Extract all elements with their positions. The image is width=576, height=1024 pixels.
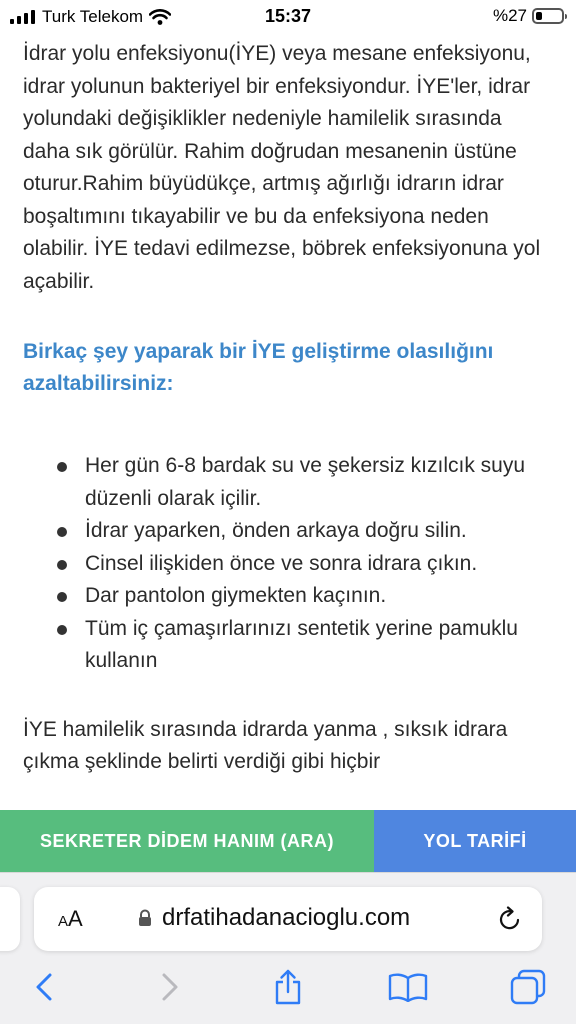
list-item: Cinsel ilişkiden önce ve sonra idrara çıkın.	[61, 548, 553, 581]
back-icon	[34, 972, 54, 1002]
reader-settings-button[interactable]	[58, 906, 83, 932]
browser-nav-row	[0, 965, 576, 1015]
share-icon	[273, 969, 303, 1005]
reload-button[interactable]	[498, 905, 522, 936]
list-item: Dar pantolon giymekten kaçının.	[61, 580, 553, 613]
intro-paragraph: İdrar yolu enfeksiyonu(İYE) veya mesane enfeksiyonu, idrar yolunun bakteriyel bir enfeksiyondur. İYE'ler, idrar yolundaki değişiklikler nedeniyle hamilelik sırasında daha sık görülür. Rahim doğrudan mesanenin üstüne oturur.Rahim büyüdükçe, artmış ağırlığı idrarın idrar boşaltımını tıkayabilir ve bu da enfeksiyona neden olabilir. İYE tedavi edilmezse, böbrek enfeksiyonuna yol açabilir.	[23, 42, 541, 293]
list-item: İdrar yaparken, önden arkaya doğru silin.	[61, 515, 553, 548]
tabs-icon	[510, 969, 546, 1005]
bookmarks-button[interactable]	[386, 965, 430, 1009]
forward-icon	[160, 972, 180, 1002]
address-bar[interactable]	[34, 887, 542, 951]
aa-small-label: A	[58, 913, 69, 930]
directions-button[interactable]: YOL TARİFİ	[374, 810, 576, 872]
aa-large-label: A	[68, 906, 83, 931]
closing-paragraph: İYE hamilelik sırasında idrarda yanma , sıksık idrara çıkma şeklinde belirti verdiği gibi hiçbir	[23, 717, 508, 773]
call-secretary-button[interactable]: SEKRETER DİDEM HANIM (ARA)	[0, 810, 374, 872]
cta-bar	[0, 810, 576, 872]
battery-icon	[532, 8, 564, 24]
tips-list	[23, 450, 553, 678]
list-item: Her gün 6-8 bardak su ve şekersiz kızılcık suyu düzenli olarak içilir.	[61, 450, 553, 515]
previous-tab-peek[interactable]	[0, 887, 20, 951]
list-item: Tüm iç çamaşırlarınızı sentetik yerine pamuklu kullanın	[61, 613, 553, 678]
url-text: drfatihadanacioglu.com	[162, 904, 411, 931]
url-display[interactable]	[138, 904, 410, 932]
status-bar	[0, 0, 576, 34]
status-right	[493, 6, 564, 26]
reload-icon	[498, 905, 522, 931]
forward-button[interactable]	[148, 965, 192, 1009]
carrier-name: Turk Telekom	[42, 7, 144, 26]
battery-percent: %27	[492, 6, 527, 25]
share-button[interactable]	[266, 965, 310, 1009]
article-content	[23, 38, 553, 810]
back-button[interactable]	[22, 965, 66, 1009]
status-time: 15:37	[264, 6, 312, 26]
battery-level	[536, 12, 542, 20]
tips-heading: Birkaç şey yaparak bir İYE geliştirme olasılığını azaltabilirsiniz:	[23, 340, 494, 395]
tabs-button[interactable]	[506, 965, 550, 1009]
browser-toolbar	[0, 872, 576, 1024]
lock-icon	[138, 909, 152, 927]
bookmarks-icon	[388, 972, 428, 1002]
